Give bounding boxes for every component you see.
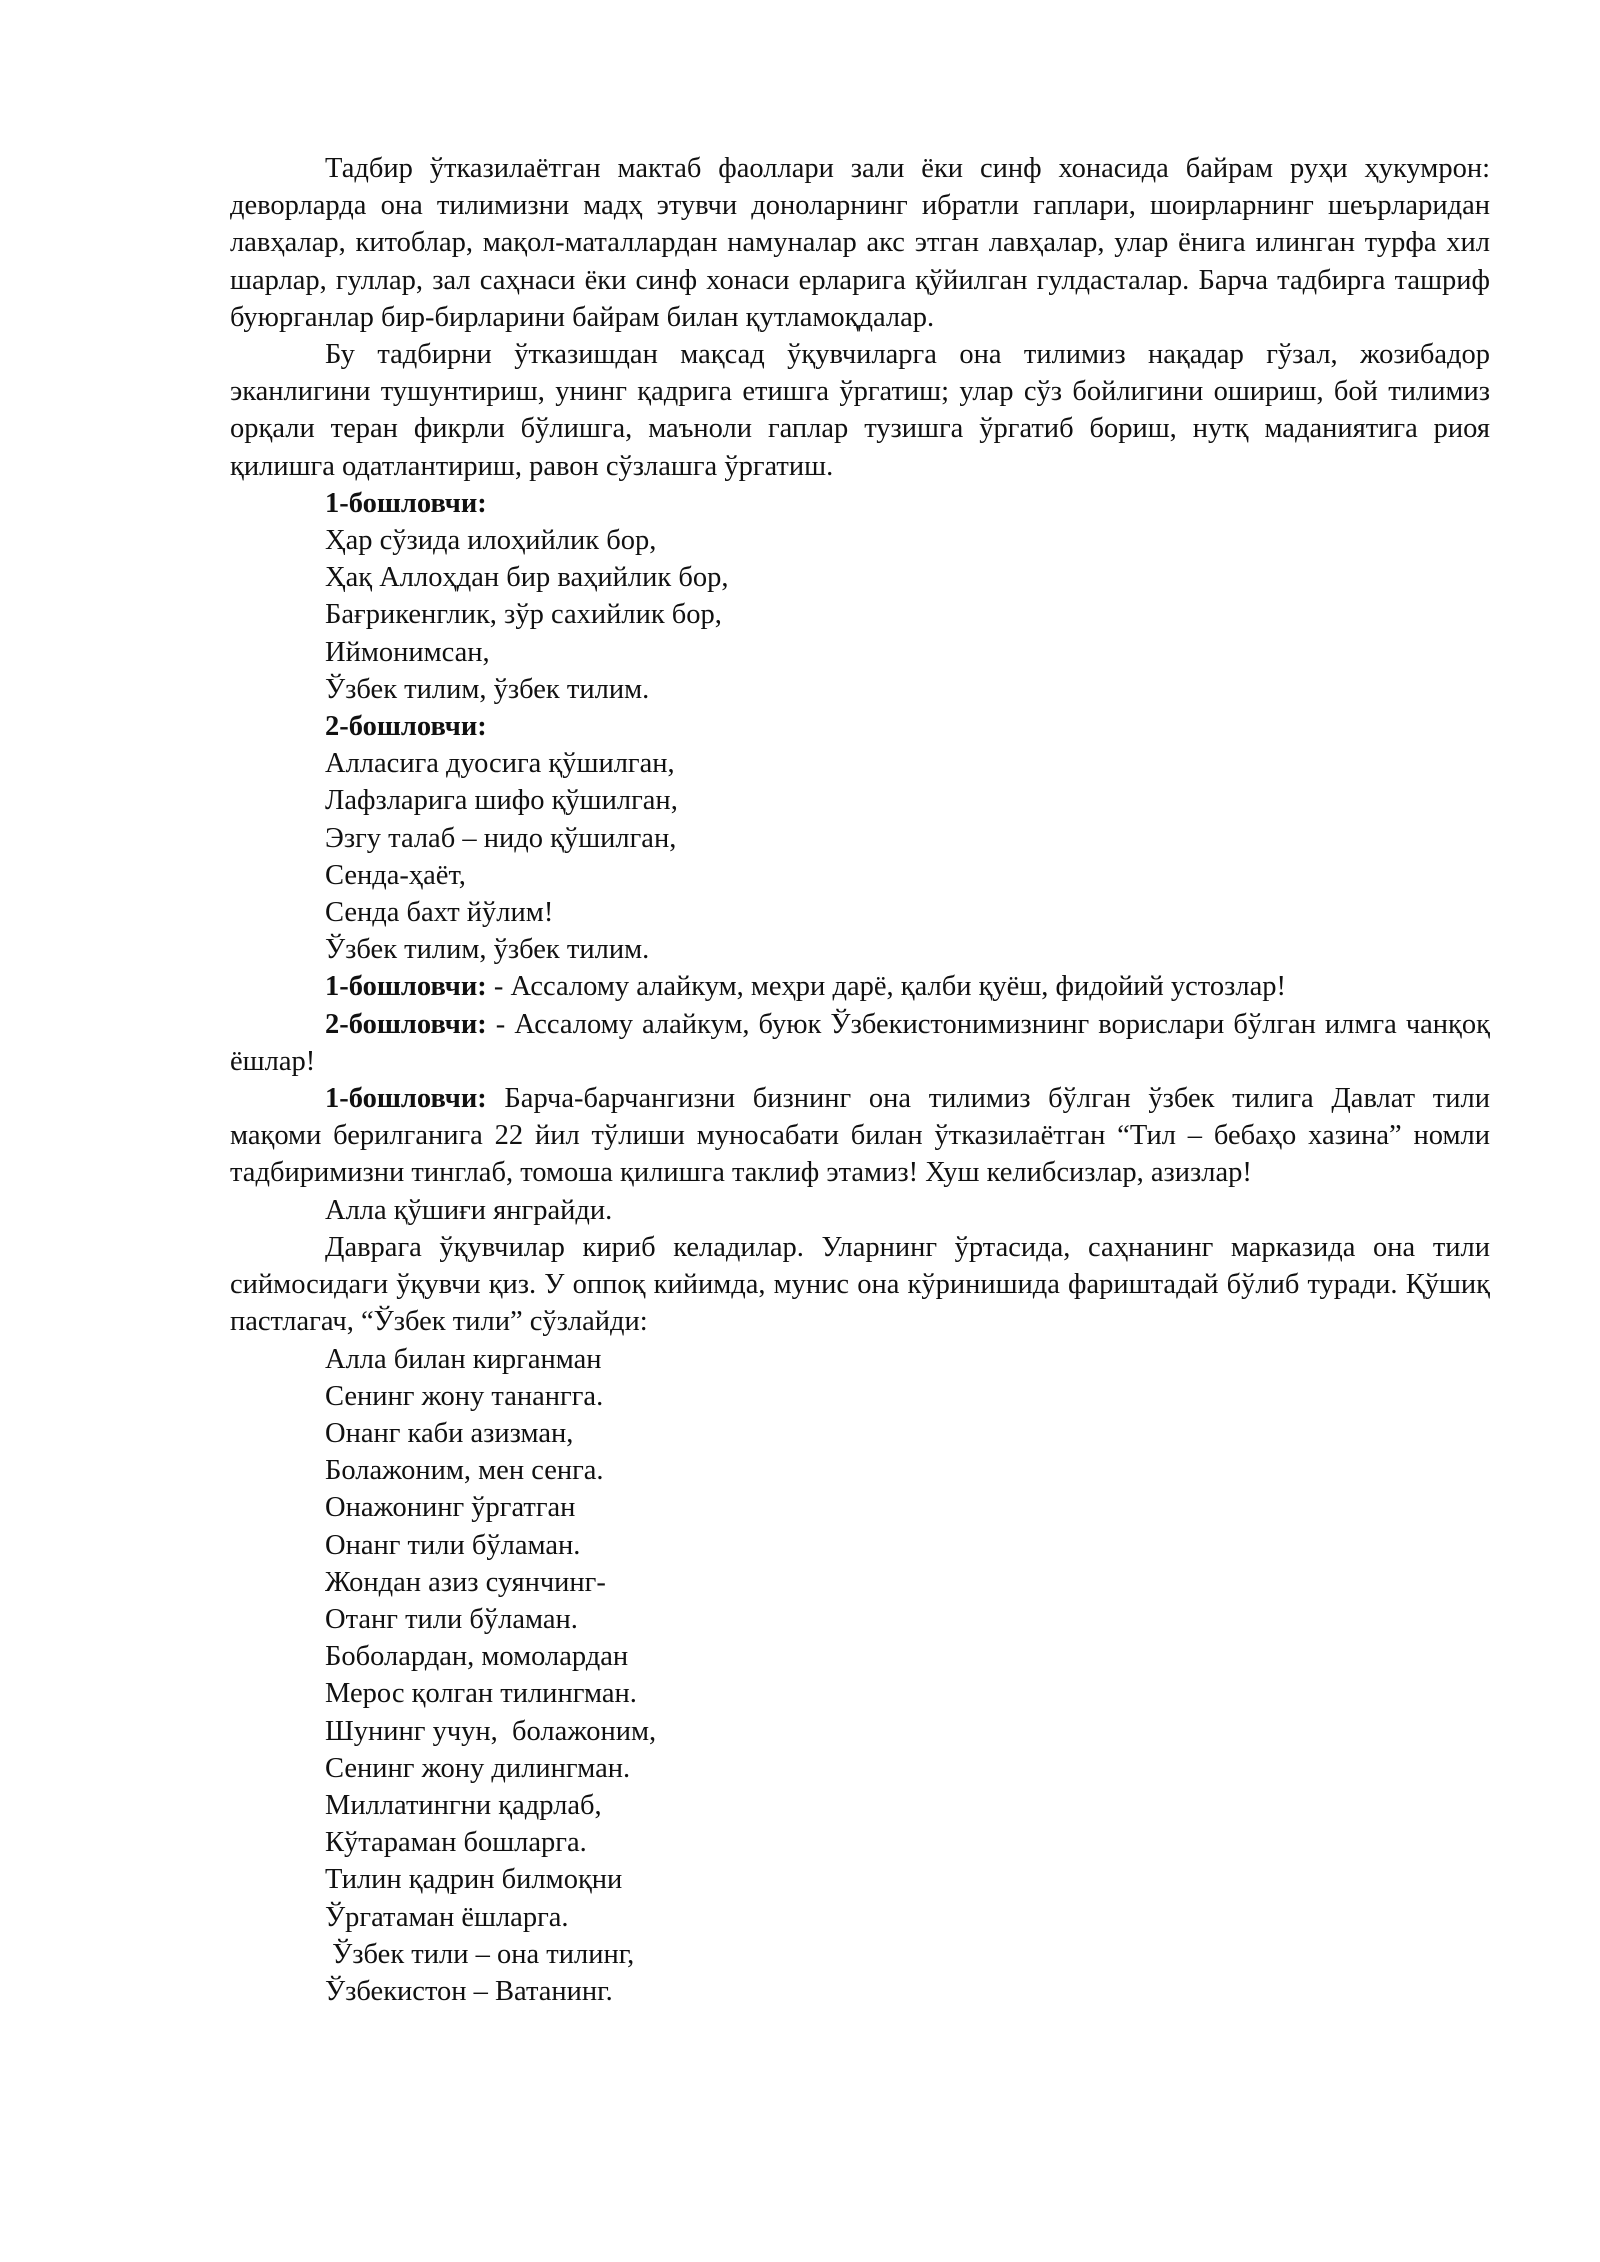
verse-line: Онажонинг ўргатган xyxy=(325,1492,576,1524)
greeting-2-paragraph xyxy=(230,1006,1490,1080)
verse-line: Боболардан, момолардан xyxy=(325,1641,629,1673)
verse-line: Ҳар сўзида илоҳийлик бор, xyxy=(325,525,657,557)
verse-line: Ўзбекистон – Ватанинг. xyxy=(325,1975,613,2007)
speaker-1-label: 1-бошловчи: xyxy=(325,487,487,519)
invite-paragraph xyxy=(230,1080,1490,1192)
verse-line: Эзгу талаб – нидо қўшилган, xyxy=(325,822,677,854)
verse-line: Шунинг учун, болажоним, xyxy=(325,1715,657,1747)
invite-label: 1-бошловчи: xyxy=(325,1083,487,1115)
verse-line: Онанг тили бўламан. xyxy=(325,1529,581,1561)
verse-line: Иймонимсан, xyxy=(325,636,490,668)
verse-line: Ўзбек тили – она тилинг, xyxy=(325,1938,635,1970)
verse-line: Мерос қолган тилингман. xyxy=(325,1678,637,1710)
verse-line: Ҳақ Аллоҳдан бир ваҳийлик бор, xyxy=(325,562,729,594)
verse-line: Ўргатаман ёшларга. xyxy=(325,1901,569,1933)
verse-line: Сенда-ҳаёт, xyxy=(325,859,466,891)
purpose-paragraph: Бу тадбирни ўтказишдан мақсад ўқувчиларга она тилимиз нақадар гўзал, жозибадор эканлигини тушунтириш, унинг қадрига етишга ўргатиш; улар сўз бойлигини ошириш, бой тилимиз орқали теран фикрли бўлишга, маъноли гаплар тузишга ўргатиб бориш, нутқ маданиятига риоя қилишга одатлантириш, равон сўзлашга ўргатиш. xyxy=(230,339,1490,482)
verse-line: Жондан азиз суянчинг- xyxy=(325,1566,606,1598)
verse-line: Онанг каби азизман, xyxy=(325,1417,574,1449)
verse-line: Отанг тили бўламан. xyxy=(325,1603,578,1635)
verse-line: Алласига дуосига қўшилган, xyxy=(325,748,675,780)
document-body xyxy=(230,150,1490,2010)
verse-line: Сенда бахт йўлим! xyxy=(325,897,554,929)
intro-paragraph: Тадбир ўтказилаётган мактаб фаоллари зали ёки синф хонасида байрам руҳи ҳукумрон: деворларда она тилимизни мадҳ этувчи доноларнинг ибратли гаплари, шоирларнинг шеърларидан лавҳалар, китоблар, мақол-маталлардан намуналар акс этган лавҳалар, улар ёнига илинган турфа хил шарлар, гуллар, зал саҳнаси ёки синф хонаси ерларига қўйилган гулдасталар. Барча тадбирга ташриф буюрганлар бир-бирларини байрам билан қутламоқдалар. xyxy=(230,153,1490,333)
song-line: Алла қўшиғи янграйди. xyxy=(325,1194,613,1226)
speaker-2-label: 2-бошловчи: xyxy=(325,711,487,743)
verse-line: Ўзбек тилим, ўзбек тилим. xyxy=(325,934,650,966)
stage-paragraph: Даврага ўқувчилар кириб келадилар. Уларнинг ўртасида, саҳнанинг марказида она тили сиймосидаги ўқувчи қиз. У оппоқ кийимда, мунис она кўринишида фариштадай бўлиб туради. Қўшиқ пастлагач, “Ўзбек тили” сўзлайди: xyxy=(230,1231,1490,1338)
greeting-1-text: - Ассалому алайкум, меҳри дарё, қалби қуёш, фидойий устозлар! xyxy=(486,971,1286,1003)
verse-line: Лафзларига шифо қўшилган, xyxy=(325,785,678,817)
verse-line: Тилин қадрин билмоқни xyxy=(325,1864,623,1896)
greeting-1-line xyxy=(230,968,1490,1005)
greeting-1-label: 1-бошловчи: xyxy=(325,971,487,1003)
verse-line: Алла билан кирганман xyxy=(325,1343,602,1375)
verse-line: Ўзбек тилим, ўзбек тилим. xyxy=(325,673,650,705)
invite-text: Барча-барчангизни бизнинг она тилимиз бўлган ўзбек тилига Давлат тили мақоми берилганига 22 йил тўлиши муносабати билан ўтказилаётган “Тил – бебаҳо хазина” номли тадбиримизни тинглаб, томоша қилишга таклиф этамиз! Хуш келибсизлар, азизлар! xyxy=(230,1083,1490,1189)
verse-line: Миллатингни қадрлаб, xyxy=(325,1789,602,1821)
verse-line: Сенинг жону танангга. xyxy=(325,1380,604,1412)
verse-line: Сенинг жону дилингман. xyxy=(325,1752,631,1784)
verse-line: Кўтараман бошларга. xyxy=(325,1827,587,1859)
greeting-2-label: 2-бошловчи: xyxy=(325,1008,487,1040)
greeting-2-text: - Ассалому алайкум, буюк Ўзбекистонимизнинг ворислари бўлган илмга чанқоқ ёшлар! xyxy=(230,1008,1490,1077)
verse-line: Болажоним, мен сенга. xyxy=(325,1455,604,1487)
verse-line: Бағрикенглик, зўр сахийлик бор, xyxy=(325,599,722,631)
